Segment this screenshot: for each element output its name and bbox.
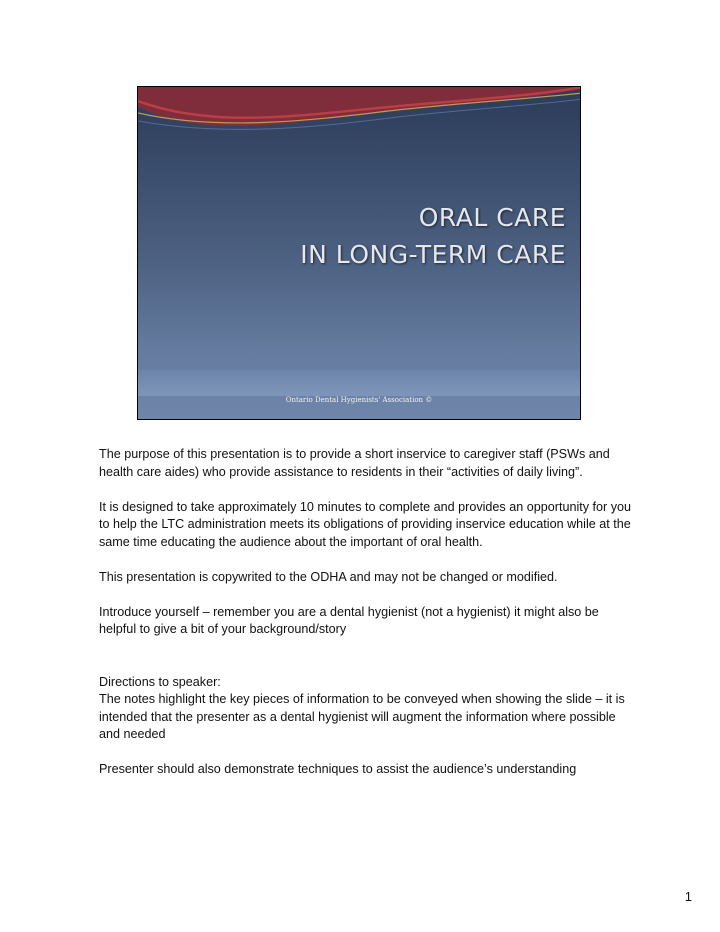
speaker-notes	[99, 446, 639, 796]
notes-paragraph-directions: The notes highlight the key pieces of information to be conveyed when showing the slide – it is intended that the presenter as a dental hygienist will augment the information where possible and needed	[99, 692, 625, 741]
notes-paragraph-design: It is designed to take approximately 10 minutes to complete and provides an opportunity for you to help the LTC administration meets its obligations of providing inservice education while at the same time educating the audience about the important of oral health.	[99, 499, 632, 549]
page-number: 1	[684, 889, 692, 904]
notes-paragraph-purpose: The purpose of this presentation is to provide a short inservice to caregiver staff (PSWs and health care aides) who provide assistance to residents in their “activities of daily living”.	[99, 447, 610, 479]
slide-title-line-1: ORAL CARE	[418, 203, 566, 232]
slide-thumbnail	[137, 86, 581, 420]
decorative-waves	[138, 87, 581, 147]
slide-footer: Ontario Dental Hygienists' Association ©	[285, 396, 433, 404]
slide-bottom-band	[138, 370, 580, 396]
notes-paragraph-copyright: This presentation is copywrited to the ODHA and may not be changed or modified.	[99, 569, 558, 584]
slide-title	[300, 199, 566, 273]
notes-paragraph-introduce: Introduce yourself – remember you are a dental hygienist (not a hygienist) it might also be helpful to give a bit of your background/story	[99, 604, 599, 636]
slide-title-line-2: IN LONG-TERM CARE	[300, 240, 566, 269]
notes-paragraph-demonstrate: Presenter should also demonstrate techniques to assist the audience’s understanding	[99, 762, 577, 776]
notes-directions-heading: Directions to speaker:	[99, 674, 221, 689]
red-wave	[138, 87, 581, 126]
